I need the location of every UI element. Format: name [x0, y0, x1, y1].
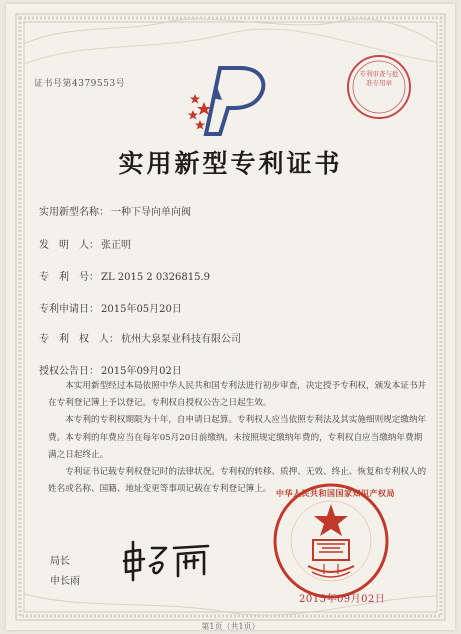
director-name: 申长雨 — [50, 576, 80, 587]
issue-date: 2015年09月02日 — [299, 594, 386, 605]
certificate-number: 证书号第4379553号 — [34, 79, 126, 89]
official-seal — [272, 482, 395, 600]
field-value: 2015年05月20日 — [101, 304, 182, 315]
certificate-body — [48, 378, 428, 498]
review-stamp-text: 专利审查与批准专用章 — [359, 70, 399, 87]
field-patentee — [39, 330, 241, 345]
field-application-date — [39, 300, 182, 315]
director-signature — [120, 538, 214, 582]
review-stamp — [346, 54, 412, 120]
body-paragraph: 本实用新型经过本局依照中华人民共和国专利法进行初步审查，决定授予专利权，颁发本证书并在专利登记簿上予以登记。专利权自授权公告之日起生效。 — [48, 381, 427, 409]
field-label: 实用新型名称： — [39, 207, 109, 218]
official-seal-icon — [272, 482, 395, 600]
field-label: 专利申请日： — [39, 304, 99, 315]
seal-ring-text: 中华人民共和国国家知识产权局 — [276, 488, 395, 498]
page-title: 实用新型专利证书 — [118, 149, 343, 178]
review-stamp-icon — [346, 54, 412, 120]
field-label: 发 明 人： — [39, 240, 99, 251]
field-value: 2015年09月02日 — [101, 366, 182, 377]
field-label: 专 利 号： — [39, 272, 99, 283]
field-patent-number — [39, 268, 210, 283]
director-title: 局长 — [50, 556, 70, 567]
field-value: 张正明 — [101, 240, 131, 251]
field-value: 一种下导向单向阀 — [111, 207, 191, 218]
field-inventor — [39, 236, 131, 251]
patent-office-logo-icon — [182, 60, 282, 138]
field-label: 授权公告日： — [39, 366, 99, 377]
body-paragraph: 专利证书记载专利权登记时的法律状况。专利权的转移、质押、无效、终止、恢复和专利权人的姓名或名称、国籍、地址变更等事项记载在专利登记簿上。 — [48, 467, 427, 495]
page-footer: 第1页（共1页） — [201, 622, 260, 630]
field-utility-model-name — [39, 203, 191, 218]
certificate-sheet — [6, 4, 455, 630]
field-label: 专 利 权 人： — [39, 334, 119, 345]
field-grant-date — [39, 362, 182, 377]
body-paragraph: 本专利的专利权期限为十年，自申请日起算。专利权人应当依照专利法及其实施细则规定缴纳年费。本专利的年费应当在每年05月20日前缴纳。未按照规定缴纳年费的，专利权自应当缴纳年费期满之日起终止。 — [48, 415, 427, 460]
field-value: ZL 2015 2 0326815.9 — [101, 272, 211, 283]
field-value: 杭州大泉泵业科技有限公司 — [121, 334, 241, 345]
